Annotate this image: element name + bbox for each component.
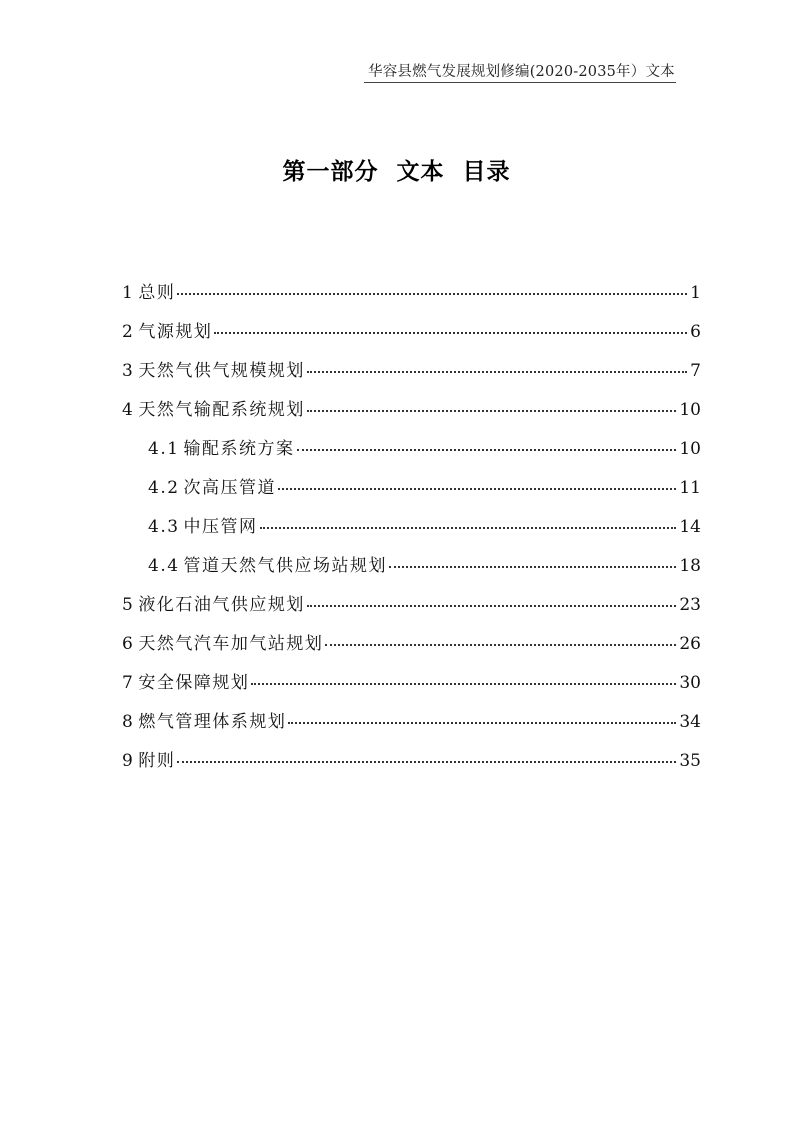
toc-page-number: 11 (679, 478, 701, 498)
toc-entry-label: 附则 (138, 751, 176, 771)
toc-page-number: 34 (679, 712, 701, 732)
toc-entry-number: 2 (122, 322, 135, 342)
toc-entry[interactable] (122, 357, 701, 396)
toc-entry-label: 气源规划 (138, 322, 213, 342)
toc-entry[interactable] (122, 552, 701, 591)
toc-page-number: 18 (679, 556, 701, 576)
toc-entry[interactable] (122, 279, 701, 318)
toc-entry[interactable] (122, 591, 701, 630)
toc-entry-label: 天然气汽车加气站规划 (138, 634, 324, 654)
toc-page-number: 6 (690, 322, 701, 342)
toc-entry-number: 4.2 (148, 478, 180, 498)
toc-entry-label: 天然气供气规模规划 (138, 361, 305, 381)
toc-entry[interactable] (122, 630, 701, 669)
toc-dot-leader (288, 722, 676, 724)
toc-entry-label: 燃气管理体系规划 (138, 712, 287, 732)
toc-page-number: 23 (679, 595, 701, 615)
toc-entry-label: 安全保障规划 (138, 673, 250, 693)
toc-page-number: 7 (690, 361, 701, 381)
toc-entry[interactable] (122, 669, 701, 708)
toc-entry-label: 输配系统方案 (183, 439, 295, 459)
toc-page-number: 26 (679, 634, 701, 654)
table-of-contents (122, 279, 701, 786)
toc-entry-label: 总则 (138, 283, 176, 303)
toc-dot-leader (297, 449, 677, 451)
toc-page-number: 10 (679, 439, 701, 459)
toc-entry-number: 4.1 (148, 439, 180, 459)
toc-page-number: 1 (690, 283, 701, 303)
toc-dot-leader (307, 371, 687, 373)
header-rule (364, 82, 676, 83)
toc-entry-label: 天然气输配系统规划 (138, 400, 305, 420)
toc-dot-leader (251, 683, 676, 685)
toc-entry[interactable] (122, 474, 701, 513)
toc-page-number: 30 (679, 673, 701, 693)
toc-entry-number: 6 (122, 634, 135, 654)
toc-entry[interactable] (122, 708, 701, 747)
toc-dot-leader (325, 644, 676, 646)
toc-entry[interactable] (122, 435, 701, 474)
running-header: 华容县燃气发展规划修编(2020-2035年）文本 (368, 64, 675, 80)
toc-dot-leader (260, 527, 677, 529)
toc-dot-leader (307, 410, 677, 412)
toc-page-number: 14 (679, 517, 701, 537)
toc-entry-label: 中压管网 (183, 517, 258, 537)
toc-entry-label: 液化石油气供应规划 (138, 595, 305, 615)
toc-entry[interactable] (122, 747, 701, 786)
toc-page-number: 35 (679, 751, 701, 771)
toc-entry-label: 次高压管道 (183, 478, 277, 498)
toc-dot-leader (278, 488, 676, 490)
toc-entry-number: 4.4 (148, 556, 180, 576)
toc-dot-leader (389, 566, 676, 568)
toc-entry[interactable] (122, 513, 701, 552)
toc-entry-number: 5 (122, 595, 135, 615)
toc-entry-number: 9 (122, 751, 135, 771)
toc-entry[interactable] (122, 396, 701, 435)
toc-entry-label: 管道天然气供应场站规划 (183, 556, 388, 576)
toc-entry-number: 1 (122, 283, 135, 303)
toc-entry-number: 4 (122, 400, 135, 420)
toc-page-number: 10 (679, 400, 701, 420)
toc-entry-number: 7 (122, 673, 135, 693)
toc-entry-number: 3 (122, 361, 135, 381)
toc-entry-number: 4.3 (148, 517, 180, 537)
toc-dot-leader (177, 761, 676, 763)
toc-dot-leader (307, 605, 677, 607)
toc-entry[interactable] (122, 318, 701, 357)
toc-dot-leader (177, 293, 687, 295)
page-title: 第一部分 文本 目录 (282, 159, 511, 185)
toc-dot-leader (214, 332, 687, 334)
toc-entry-number: 8 (122, 712, 135, 732)
